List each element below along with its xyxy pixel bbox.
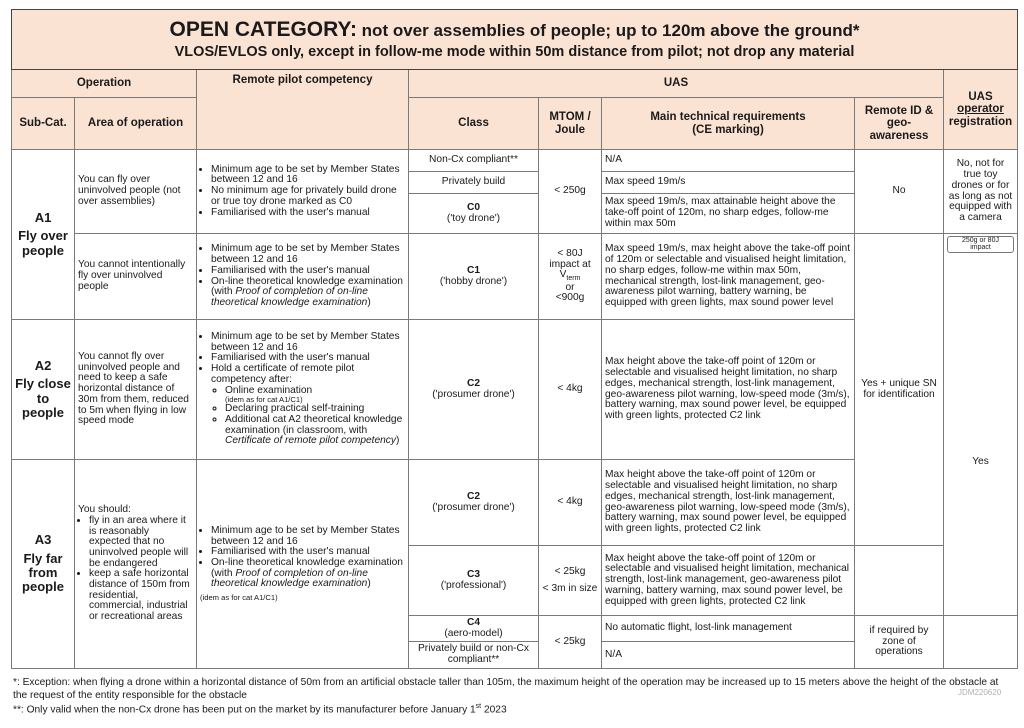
reg-header-line1: UAS: [968, 91, 993, 104]
header-tech-line2: (CE marking): [692, 123, 764, 136]
a2-mtom: < 4kg: [539, 320, 602, 460]
a3-class-c3: [409, 546, 539, 616]
a1-pilot-1-item: • Familiarised with the user's manual: [211, 208, 405, 219]
a1-mtom-c1-sub: term: [566, 275, 581, 283]
a1-pilot-2-proof: Proof of completion of on-line theoretical knowledge examination: [211, 286, 368, 308]
a1-pilot-2-item: • Minimum age to be set by Member States between 12 and 16: [211, 244, 405, 265]
a1-pilot-2-exam: On-line theoretical knowledge examination (with: [211, 275, 403, 298]
a1-class-private: Privately build: [409, 172, 539, 194]
a2-pilot-sub-item: [225, 415, 405, 447]
a1-mtom-c1-a: < 80J impact at V: [549, 247, 591, 281]
a3-class-c4-sub: (aero-model): [444, 627, 503, 639]
a1-registration-text: No, not for true toy drones or for as long as not equipped with a camera: [948, 158, 1013, 223]
a1-class-c1: [409, 234, 539, 320]
a1-class-c0-code: C0: [466, 201, 481, 213]
a3-class-c2-code: C2: [466, 490, 481, 502]
footnote-2-b: 2023: [481, 703, 507, 715]
a1-class-c1-code: C1: [466, 264, 481, 276]
footnote-2-sup: st: [475, 702, 482, 710]
a2-pilot-sub-exam: Additional cat A2 theoretical knowledge examination (in classroom, with: [225, 413, 403, 436]
a2-pilot-cert-italic: Certificate of remote pilot competency: [225, 435, 396, 447]
a2-class-code: C2: [466, 377, 481, 389]
title-main-rest: not over assemblies of people; up to 120m above the ground*: [356, 20, 860, 40]
a2-pilot-end: ): [396, 435, 400, 447]
a1-mtom-c0: < 250g: [539, 150, 602, 234]
footnote-2: [13, 703, 1013, 717]
document-signature: JDM220620: [958, 688, 1002, 697]
a3-tech-c2: Max height above the take-off point of 120m or selectable and visualised height limitation, no sharp edges, mechanical strength, lost-link management, geo-awareness pilot warning, low-speed mode (3m/s), battery warning, max sound power level, be equipped with green lights, protected C2 link: [602, 460, 855, 546]
a2-tech: Max height above the take-off point of 120m or selectable and visualised height limitation, no sharp edges, mechanical strength, lost-link management, geo-awareness pilot warning, low-speed mode (3m/s), battery warning, max sound power level, be equipped with green lights, protected C2 link: [602, 320, 855, 460]
a3-tech-private: N/A: [602, 642, 855, 669]
a2-pilot-item: • Minimum age to be set by Member States between 12 and 16: [211, 332, 405, 353]
header-mtom: MTOM / Joule: [539, 98, 602, 150]
a3-mtom-c3-a: < 25kg: [554, 565, 586, 577]
a1-pilot-2-end: ): [367, 296, 371, 308]
a1-pilot-2-item: [211, 277, 405, 309]
a3-subcat: [12, 460, 75, 669]
title-banner: [12, 10, 1018, 70]
a3-tech-c4: No automatic flight, lost-link management: [602, 616, 855, 642]
a3-mtom-c3-b: < 3m in size: [542, 582, 598, 594]
a2-pilot-item: • Familiarised with the user's manual: [211, 353, 405, 364]
a1-tech-private: Max speed 19m/s: [602, 172, 855, 194]
a3-remote-id-c4: if required by zone of operations: [855, 616, 944, 669]
a1-class-noncx: Non-Cx compliant**: [409, 150, 539, 172]
title-subline: VLOS/EVLOS only, except in follow-me mode within 50m distance from pilot; not drop any material: [174, 44, 855, 61]
a1-registration: [944, 150, 1018, 234]
a3-area-intro: You should:: [78, 504, 131, 516]
a3-class-c2: [409, 460, 539, 546]
a1-pilot-2-item: • Familiarised with the user's manual: [211, 266, 405, 277]
a2-remote-id: Yes + unique SN for identification: [855, 234, 944, 546]
a3-pilot-note: (idem as for cat A1/C1): [200, 593, 278, 603]
a1-pilot-2: [197, 234, 409, 320]
a3-mtom-c4: < 25kg: [539, 616, 602, 669]
a1-code: A1: [34, 210, 52, 226]
header-tech-line1: Main technical requirements: [650, 111, 806, 124]
header-remote-id: Remote ID & geo-awareness: [855, 98, 944, 150]
a1-tech-c0: Max speed 19m/s, max attainable height above the take-off point of 120m, no sharp edges, follow-me within max 50m: [602, 194, 855, 234]
header-uas: UAS: [409, 70, 944, 98]
footnotes: [13, 677, 1013, 717]
a1-mtom-c1-b: or: [565, 281, 575, 293]
a2-registration: [944, 234, 1018, 616]
a3-mtom-c3: [539, 546, 602, 616]
a1-area-2: You cannot intentionally fly over uninvolved people: [75, 234, 197, 320]
a1-tech-noncx: N/A: [602, 150, 855, 172]
a2-area: You cannot fly over uninvolved people and need to keep a safe horizontal distance of 30m from them, reduced to 5m when flying in low speed mode: [75, 320, 197, 460]
a2-subcat: [12, 320, 75, 460]
a3-pilot-end: ): [367, 578, 371, 590]
a1-remote-id: No: [855, 150, 944, 234]
a3-class-c3-sub: ('professional'): [440, 579, 507, 591]
a3-pilot: [197, 460, 409, 669]
header-tech: [602, 98, 855, 150]
a3-class-private: Privately build or non-Cx compliant**: [409, 642, 539, 669]
a3-class-c3-code: C3: [466, 568, 481, 580]
a2-pilot: [197, 320, 409, 460]
reg-header-line3: registration: [948, 115, 1013, 128]
a1-class-c1-sub: ('hobby drone'): [439, 275, 508, 287]
open-category-table: [11, 9, 1018, 669]
a3-mtom-c2: < 4kg: [539, 460, 602, 546]
a1-tech-c1: Max speed 19m/s, max height above the take-off point of 120m or selectable and visualised height limitation, no sharp edges, follow-me within max 50m, mechanical strength, lost-link management, geo-awareness pilot warning, battery warning, be equipped with green lights, max sound power level: [602, 234, 855, 320]
header-operator-registration: [944, 70, 1018, 150]
a2-pilot-sub-online: Online examination: [225, 384, 313, 396]
a2-name: Fly close to people: [15, 376, 71, 420]
a1-pilot-1-item: • Minimum age to be set by Member States between 12 and 16: [211, 165, 405, 186]
a3-pilot-item: [211, 558, 405, 590]
title-main-bold: OPEN CATEGORY:: [169, 17, 357, 41]
a3-registration-blank: [944, 616, 1018, 669]
a2-code: A2: [34, 357, 52, 373]
a2-registration-text: Yes: [972, 456, 989, 468]
registration-threshold-tag: 250g or 80J impact: [947, 236, 1014, 253]
a3-area-item: • keep a safe horizontal distance of 150m from residential, commercial, industrial or recreational areas: [89, 569, 193, 623]
a1-mtom-c1-c: <900g: [555, 292, 585, 304]
a3-tech-c3: Max height above the take-off point of 120m or selectable and visualised height limitation, mechanical strength, lost-link management, geo-awareness pilot warning, battery warning, max sound power level, be equipped with green lights, protected C2 link: [602, 546, 855, 616]
a1-area-1: You can fly over uninvolved people (not over assemblies): [75, 150, 197, 234]
a2-class: [409, 320, 539, 460]
header-subcat: Sub-Cat.: [12, 98, 75, 150]
a1-name: Fly over people: [18, 228, 68, 258]
a1-pilot-1-item: • No minimum age for privately build drone or true toy drone marked as C0: [211, 186, 405, 207]
a2-pilot-sub-note: (idem as for cat A1/C1): [225, 395, 303, 405]
footnote-1: *: Exception: when flying a drone within a horizontal distance of 50m from an artificial obstacle taller than 105m, the maximum height of the operation may be increased up to 15 meters above the height of the obstacle at the request of the entity responsible for the obstacle: [13, 677, 999, 701]
a2-class-sub: ('prosumer drone'): [432, 388, 515, 400]
a3-pilot-proof: Proof of completion of on-line theoretical knowledge examination: [211, 567, 368, 590]
a2-pilot-cert: Hold a certificate of remote pilot competency after:: [211, 363, 355, 385]
header-class: Class: [409, 98, 539, 150]
a3-name: Fly far from people: [22, 550, 64, 595]
header-area: Area of operation: [75, 98, 197, 150]
a3-code: A3: [34, 532, 52, 548]
a3-pilot-exam: On-line theoretical knowledge examination (with: [211, 557, 403, 579]
a3-area: [75, 460, 197, 669]
a1-subcat: [12, 150, 75, 320]
reg-header-line2: operator: [957, 103, 1004, 116]
a2-pilot-sub-item: ◦ Declaring practical self-training: [225, 404, 405, 415]
a3-class-c4: [409, 616, 539, 642]
a3-pilot-item: • Familiarised with the user's manual: [211, 547, 405, 558]
a3-class-c4-code: C4: [466, 616, 481, 628]
a1-mtom-c1: [539, 234, 602, 320]
a3-class-c2-sub: ('prosumer drone'): [432, 501, 515, 513]
a2-pilot-item: [211, 364, 405, 447]
header-pilot-competency: Remote pilot competency: [197, 70, 409, 150]
a1-class-c0-sub: ('toy drone'): [446, 212, 501, 224]
footnote-2-a: **: Only valid when the non-Cx drone has been put on the market by its manufacturer before January 1: [13, 703, 476, 715]
a3-pilot-item: • Minimum age to be set by Member States between 12 and 16: [211, 526, 405, 547]
a1-pilot-1: [197, 150, 409, 234]
open-category-table-container: [11, 9, 1017, 669]
a2-pilot-sub-item: [225, 386, 405, 405]
a3-area-item: • fly in an area where it is reasonably expected that no uninvolved people will be endangered: [89, 516, 193, 570]
a1-class-c0: [409, 194, 539, 234]
header-operation: Operation: [12, 70, 197, 98]
